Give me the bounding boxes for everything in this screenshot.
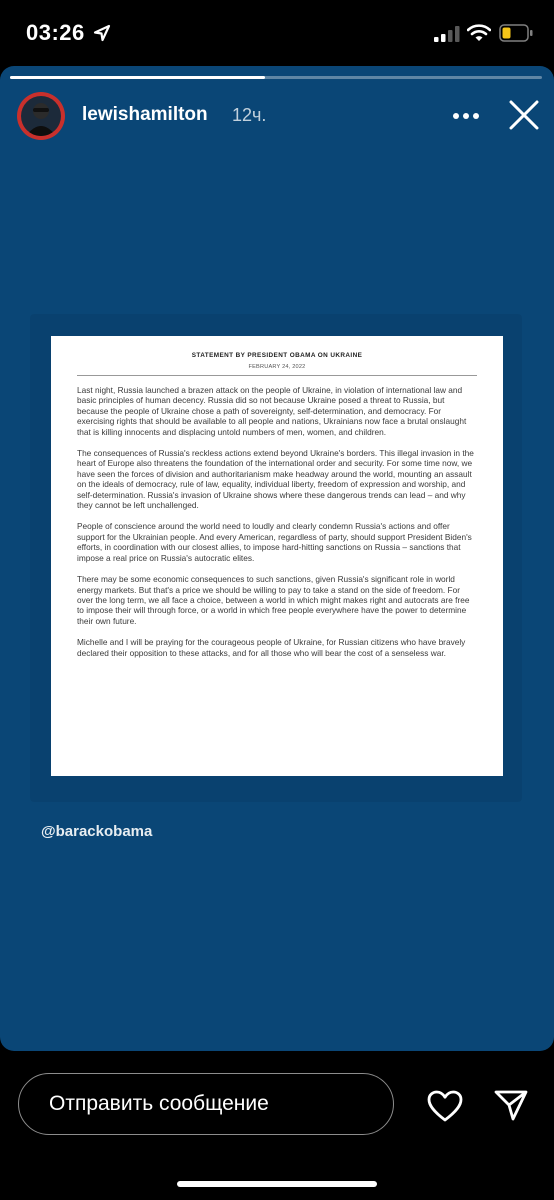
avatar-photo (21, 96, 61, 136)
story-progress-bar (10, 76, 542, 79)
document-paragraph: Michelle and I will be praying for the courageous people of Ukraine, for Russian citizens who have bravely declared their opposition to these attacks, and for all those who will bear the cost of a senseless war. (77, 637, 466, 658)
document-title: STATEMENT BY PRESIDENT OBAMA ON UKRAINE (191, 352, 363, 359)
statement-document (51, 336, 503, 776)
cellular-signal-icon (434, 26, 460, 42)
document-date: FEBRUARY 24, 2022 (248, 364, 306, 370)
battery-icon (499, 24, 533, 42)
story-username[interactable]: lewishamilton (82, 104, 208, 125)
close-icon[interactable] (508, 99, 540, 131)
send-icon[interactable] (494, 1088, 528, 1122)
document-paragraph: There may be some economic consequences to such sanctions, given Russia's significant role in world energy markets. But that's a price we should be willing to pay to take a stand on the side of freedom. For over the long term, we all face a choice, between a world in which might makes right and autocrats are free to impose their will through force, or a world in which free people everywhere have the power to determine their own future. (77, 574, 470, 626)
document-paragraph: Last night, Russia launched a brazen attack on the people of Ukraine, in violation of international law and basic principles of human decency. Russia did so not because Ukraine posed a threat to Russia, but because the people of Ukraine chose a path of sovereignty, self-determination, and democracy. For exercising rights that should be available to all people and nations, Ukrainians now face a brutal onslaught that is killing innocents and displacing untold numbers of men, women, and children. (77, 385, 467, 437)
location-arrow-icon (93, 24, 111, 42)
document-paragraph: The consequences of Russia's reckless actions extend beyond Ukraine's borders. This illegal invasion in the heart of Europe also threatens the foundation of the international order and security. For some time now, we have seen the forces of division and authoritarianism make headway around the world, mounting an assault on the ideals of democracy, rule of law, equality, individual liberty, freedom of expression and worship, and self-determination. Russia's invasion of Ukraine shows where these dangerous trends can lead – and why they cannot be left unchallenged. (77, 448, 474, 511)
avatar[interactable] (17, 92, 65, 140)
document-paragraph: People of conscience around the world need to loudly and clearly condemn Russia's actions and offer support for the Ukrainian people. And every American, regardless of party, should support President Biden's efforts, in coordination with our closest allies, to impose hard-hitting sanctions on Russia – sanctions that impose a real price on Russia's autocratic elites. (77, 521, 472, 563)
wifi-icon (467, 24, 491, 42)
mention-tag[interactable]: @barackobama (41, 823, 153, 840)
status-time: 03:26 (26, 20, 85, 45)
story-age: 12ч. (232, 105, 267, 125)
heart-icon[interactable] (427, 1090, 463, 1122)
story-progress-fill (10, 76, 265, 79)
story-viewer[interactable] (0, 66, 554, 1051)
home-indicator (177, 1181, 377, 1187)
send-message-input[interactable]: Отправить сообщение (18, 1073, 394, 1135)
document-divider (77, 375, 477, 376)
more-horizontal-icon[interactable] (452, 112, 480, 120)
status-bar (0, 0, 554, 66)
